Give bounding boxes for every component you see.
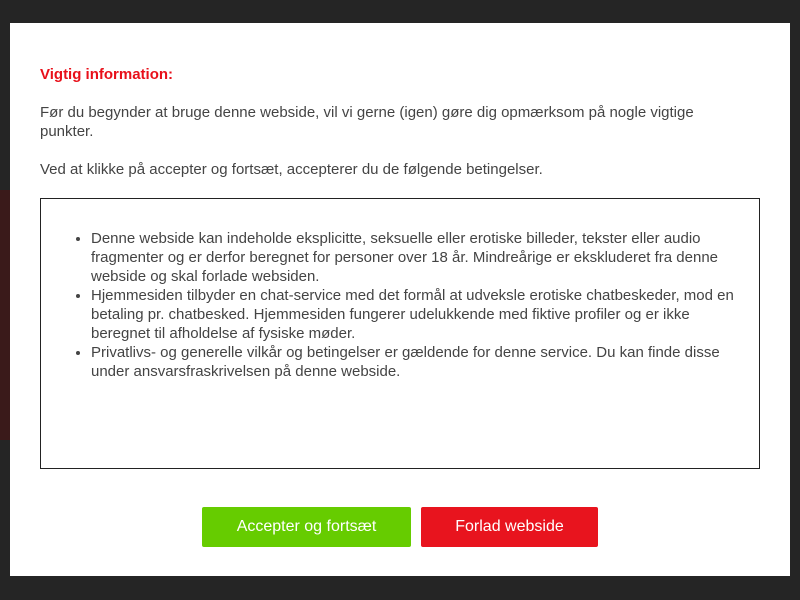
acceptance-text: Ved at klikke på accepter og fortsæt, accepterer du de følgende betingelser. <box>40 161 543 178</box>
intro-text: Før du begynder at bruge denne webside, vil vi gerne (igen) gøre dig opmærksom på nogle vigtige punkter. <box>40 104 694 140</box>
terms-item-privacy: • Privatlivs- og generelle vilkår og betingelser er gældende for denne service. Du kan finde disse under ansvarsfraskrivelsen på denne webside. <box>91 343 739 381</box>
terms-box[interactable] <box>40 198 760 469</box>
terms-item-adult-content: • Denne webside kan indeholde eksplicitte, seksuelle eller erotiske billeder, tekster eller audio fragmenter og er derfor beregnet for personer over 18 år. Mindreårige er ekskluderet fra denne webside og skal forlade websiden. <box>91 229 739 286</box>
disclaimer-modal <box>10 23 790 576</box>
accept-continue-button[interactable]: Accepter og fortsæt <box>202 507 411 547</box>
background-content-edge <box>0 190 10 440</box>
terms-item-chat-service: • Hjemmesiden tilbyder en chat-service med det formål at udveksle erotiske chatbeskeder, mod en betaling pr. chatbesked. Hjemmesiden fungerer udelukkende med fiktive profiler og er ikke beregnet til afholdelse af fysiske møder. <box>91 286 739 343</box>
modal-title: Vigtig information: <box>40 66 174 83</box>
leave-website-button[interactable]: Forlad webside <box>421 507 598 547</box>
terms-list <box>41 199 759 381</box>
